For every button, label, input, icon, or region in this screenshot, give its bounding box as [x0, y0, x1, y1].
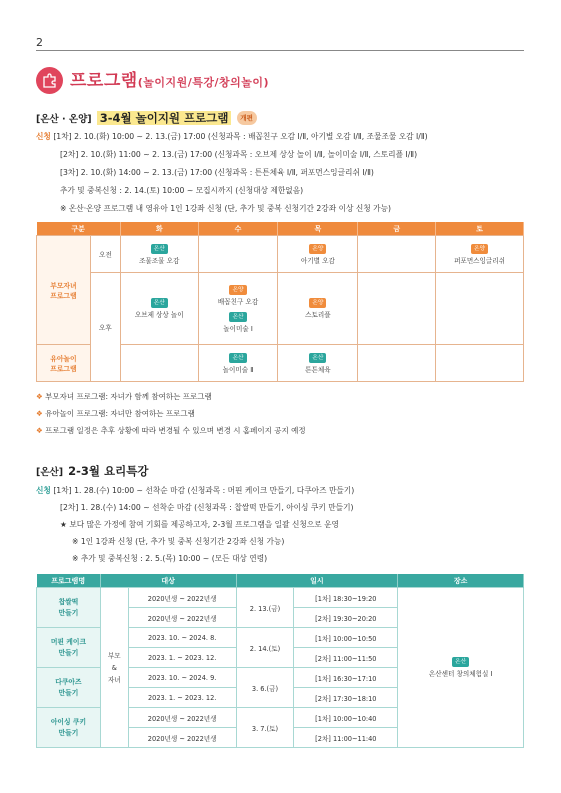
target-age: 2023. 10. ~ 2024. 9. [128, 668, 236, 688]
program-name: 조물조물 오감 [139, 256, 180, 265]
cell-ch-tue [120, 345, 198, 382]
section1-badge: 개편 [237, 111, 257, 125]
s2-apply-label: 신청 [36, 486, 51, 495]
location-badge: 온산 [309, 353, 326, 363]
note-3: ❖ 프로그램 일정은 추후 상황에 따라 변경될 수 있으며 변경 시 홈페이지 공지 예정 [36, 426, 306, 435]
cell-am-fri [358, 236, 436, 273]
program-time: [1차] 10:00~10:40 [294, 708, 398, 728]
target-age: 2020년생 ~ 2022년생 [128, 608, 236, 628]
section1-tag: [온산 · 온양] [36, 114, 92, 125]
table-row [37, 588, 524, 608]
cell-pm-thu [278, 273, 358, 345]
group-parent: 부모자녀 프로그램 [37, 236, 91, 345]
note-1: ❖ 부모자녀 프로그램: 자녀가 함께 참여하는 프로그램 [36, 392, 212, 401]
place-name: 온산센터 창의체험실 Ⅰ [428, 670, 493, 678]
location-badge: 온산 [229, 312, 246, 322]
note-2-text: 유아놀이 프로그램: 자녀만 참여하는 프로그램 [45, 409, 195, 418]
th-tue: 화 [120, 222, 198, 236]
s2-line-2: [2차] 1. 28.(수) 14:00 ~ 선착순 마감 (신청과목 : 찹쌀떡 만들기, 아이싱 쿠키 만들기) [60, 503, 354, 512]
program-name: 찹쌀떡 만들기 [37, 588, 101, 628]
s1-apply-label: 신청 [36, 132, 51, 141]
th-program: 프로그램명 [37, 574, 101, 588]
section1-title: 3-4월 놀이지원 프로그램 [97, 111, 232, 125]
target-age: 2020년생 ~ 2022년생 [128, 728, 236, 748]
program-time: [2차] 11:00~11:40 [294, 728, 398, 748]
target-age: 2020년생 ~ 2022년생 [128, 588, 236, 608]
group-child: 유아놀이 프로그램 [37, 345, 91, 382]
note-2: ❖ 유아놀이 프로그램: 자녀만 참여하는 프로그램 [36, 409, 195, 418]
program-time: [1차] 10:00~10:50 [294, 628, 398, 648]
s1-line-2: [2차] 2. 10.(화) 11:00 ~ 2. 13.(금) 17:00 (신청과목 : 오브제 상상 놀이 Ⅰ/Ⅱ, 놀이미술 Ⅰ/Ⅱ, 스토리플 Ⅰ/Ⅱ) [60, 150, 418, 159]
cell-ch-thu [278, 345, 358, 382]
period-am: 오전 [90, 236, 120, 273]
s1-line-1 [36, 131, 428, 142]
program-date: 3. 6.(금) [236, 668, 294, 708]
target-age: 2023. 10. ~ 2024. 8. [128, 628, 236, 648]
location-badge: 온양 [309, 298, 326, 308]
cell-pm-wed [198, 273, 278, 345]
section2-title: 2-3월 요리특강 [68, 464, 149, 478]
cooking-table [36, 574, 524, 748]
cooking-header-row [37, 574, 524, 588]
note-1-text: 부모자녀 프로그램: 자녀가 함께 참여하는 프로그램 [45, 392, 212, 401]
location-badge: 온산 [452, 657, 469, 667]
program-time: [2차] 11:00~11:50 [294, 648, 398, 668]
program-name: 오브제 상상 놀이 [134, 311, 184, 319]
cell-am-wed [198, 236, 278, 273]
program-time: [1차] 18:30~19:20 [294, 588, 398, 608]
page-title-main: 프로그램 [70, 71, 138, 91]
cell-pm-fri [358, 273, 436, 345]
page-number: 2 [36, 36, 43, 49]
place-cell [398, 588, 524, 748]
th-sat: 토 [436, 222, 524, 236]
schedule-row-pm [37, 273, 524, 345]
s1-line-4: 추가 및 중복신청 : 2. 14.(토) 10:00 ~ 모집시까지 (신청대상 제한없음) [60, 186, 304, 195]
cell-pm-tue [120, 273, 198, 345]
schedule-header-row [37, 222, 524, 236]
s2-line-3: ★ 보다 많은 가정에 참여 기회를 제공하고자, 2-3월 프로그램을 일괄 신청으로 운영 [60, 520, 339, 529]
program-time: [2차] 17:30~18:10 [294, 688, 398, 708]
s1-line-3: [3차] 2. 10.(화) 14:00 ~ 2. 13.(금) 17:00 (신청과목 : 튼튼체육 Ⅰ/Ⅱ, 퍼포먼스잉글리쉬 Ⅰ/Ⅱ) [60, 168, 374, 177]
page-title-sub: (놀이지원/특강/창의놀이) [137, 76, 270, 89]
schedule-row-am [37, 236, 524, 273]
th-place: 장소 [398, 574, 524, 588]
th-thu: 목 [278, 222, 358, 236]
program-date: 2. 13.(금) [236, 588, 294, 628]
schedule-table [36, 222, 524, 382]
note-3-text: 프로그램 일정은 추후 상황에 따라 변경될 수 있으며 변경 시 홈페이지 공지 예정 [45, 426, 306, 435]
target-group: 부모 & 자녀 [100, 588, 128, 748]
section1-heading [36, 107, 257, 126]
s1-line-5: ※ 온산·온양 프로그램 내 영유아 1인 1강좌 신청 (단, 추가 및 중복 신청기간 2강좌 이상 신청 가능) [60, 204, 392, 213]
cell-ch-sat [436, 345, 524, 382]
s1-line-1-text: [1차] 2. 10.(화) 10:00 ~ 2. 13.(금) 17:00 (신청과목 : 배꼽친구 오감 Ⅰ/Ⅱ, 아기별 오감 Ⅰ/Ⅱ, 조물조물 오감 Ⅰ/Ⅱ) [53, 132, 428, 141]
th-category: 구분 [37, 222, 121, 236]
puzzle-icon [36, 67, 63, 94]
program-time: [1차] 16:30~17:10 [294, 668, 398, 688]
th-wed: 수 [198, 222, 278, 236]
program-date: 2. 14.(토) [236, 628, 294, 668]
section2-tag: [온산] [36, 467, 64, 478]
program-time: [2차] 19:30~20:20 [294, 608, 398, 628]
program-name: 다쿠아즈 만들기 [37, 668, 101, 708]
cell-ch-wed [198, 345, 278, 382]
program-name: 아이싱 쿠키 만들기 [37, 708, 101, 748]
program-name: 튼튼체육 [305, 365, 331, 374]
period-pm: 오후 [90, 273, 120, 382]
location-badge: 온산 [151, 244, 168, 254]
program-name: 아기별 오감 [300, 256, 335, 265]
program-name: 배꼽친구 오감 [217, 297, 259, 306]
program-name: 놀이미술 Ⅰ [223, 324, 253, 333]
location-badge: 온산 [151, 298, 168, 308]
program-name: 스토리플 [305, 311, 331, 319]
th-target: 대상 [100, 574, 236, 588]
section2-heading [36, 460, 148, 479]
location-badge: 온양 [229, 285, 246, 295]
th-datetime: 일시 [236, 574, 398, 588]
cell-am-thu [278, 236, 358, 273]
cell-am-tue [120, 236, 198, 273]
program-name: 놀이미술 Ⅱ [222, 365, 254, 374]
program-date: 3. 7.(토) [236, 708, 294, 748]
program-name: 머핀 케이크 만들기 [37, 628, 101, 668]
program-name: 퍼포먼스잉글리쉬 [454, 256, 506, 265]
s2-line-1 [36, 485, 354, 496]
th-fri: 금 [358, 222, 436, 236]
cell-ch-fri [358, 345, 436, 382]
target-age: 2023. 1. ~ 2023. 12. [128, 688, 236, 708]
target-age: 2023. 1. ~ 2023. 12. [128, 648, 236, 668]
cell-am-sat [436, 236, 524, 273]
location-badge: 온양 [471, 244, 488, 254]
header-divider [36, 50, 524, 51]
target-age: 2020년생 ~ 2022년생 [128, 708, 236, 728]
s2-line-1-text: [1차] 1. 28.(수) 10:00 ~ 선착순 마감 (신청과목 : 머핀 케이크 만들기, 다쿠아즈 만들기) [53, 486, 355, 495]
page-title [70, 66, 269, 91]
s2-line-5: ※ 추가 및 중복신청 : 2. 5.(목) 10:00 ~ (모든 대상 연령) [72, 554, 268, 563]
cell-pm-sat [436, 273, 524, 345]
s2-line-4: ※ 1인 1강좌 신청 (단, 추가 및 중복 신청기간 2강좌 신청 가능) [72, 537, 285, 546]
location-badge: 온산 [229, 353, 246, 363]
location-badge: 온양 [309, 244, 326, 254]
